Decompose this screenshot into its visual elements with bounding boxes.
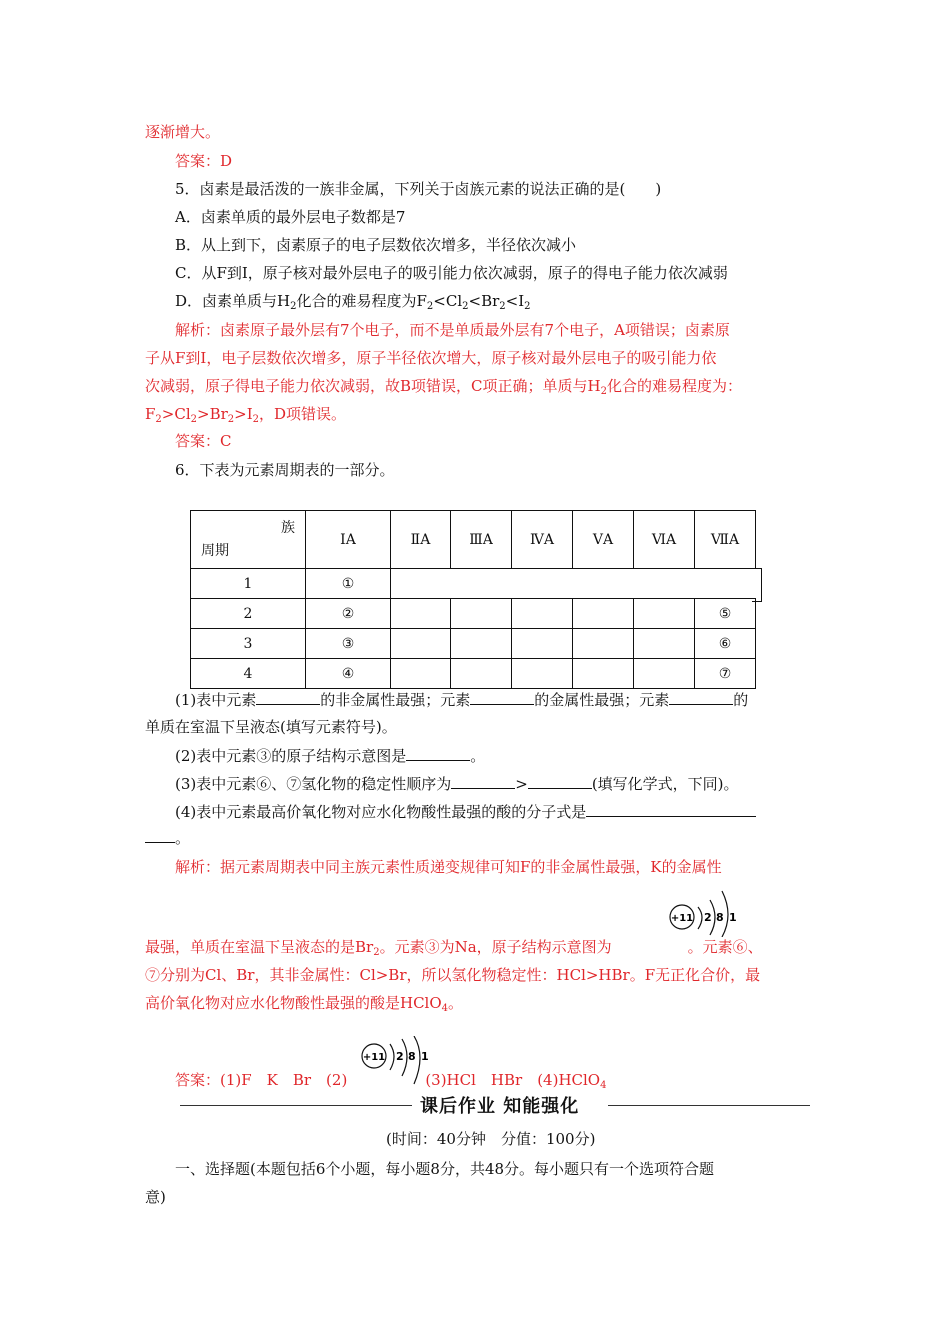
empty-cell (391, 659, 451, 689)
empty-cell (634, 659, 695, 689)
empty-cell (634, 629, 695, 659)
q6-part1-line1: (1)表中元素 的非金属性最强；元素 的金属性最强；元素 的 (175, 691, 749, 709)
part1-heading-1: 一、选择题(本题包括6个小题，每小题8分，共48分。每小题只有一个选项符合题 (175, 1160, 715, 1178)
empty-cell (573, 659, 634, 689)
prev-tail: 逐渐增大。 (145, 123, 221, 141)
q5-option-a: A．卤素单质的最外层电子数都是7 (175, 208, 406, 226)
shell-count: 1 (421, 1050, 429, 1063)
period-label: 1 (191, 569, 306, 599)
q6-stem: 6．下表为元素周期表的一部分。 (175, 461, 395, 479)
q6-explanation-4: 高价氧化物对应水化物酸性最强的酸是HClO$_4$。 (145, 994, 464, 1014)
group-header: ⅠA (306, 511, 391, 569)
empty-cell (512, 599, 573, 629)
group-header: ⅦA (695, 511, 756, 569)
shell-count: 1 (729, 911, 737, 924)
q5-explanation-3: 次减弱，原子得电子能力依次减弱，故B项错误，C项正确；单质与$H_2$化合的难易程度为： (145, 377, 742, 397)
empty-cell (451, 599, 512, 629)
group-header: ⅥA (634, 511, 695, 569)
element-cell: ⑥ (695, 629, 756, 659)
empty-cell (512, 629, 573, 659)
part1-heading-2: 意) (145, 1188, 166, 1206)
table-corner: 族 周期 (191, 511, 306, 569)
element-cell: ① (306, 569, 391, 599)
atom-nucleus: +11 (670, 913, 694, 924)
period-label: 3 (191, 629, 306, 659)
periodic-table (190, 510, 756, 689)
section-title: 课后作业 知能强化 (180, 1092, 810, 1118)
element-cell: ④ (306, 659, 391, 689)
period-label: 4 (191, 659, 306, 689)
element-cell: ③ (306, 629, 391, 659)
empty-cell (391, 569, 756, 599)
shell-count: 8 (716, 911, 724, 924)
q6-answer: 答案：(1)F K Br (2) (3)HCl HBr (4)HClO$_4$ (175, 1071, 607, 1091)
shell-count: 8 (408, 1050, 416, 1063)
q6-part4: (4)表中元素最高价氧化物对应水化物酸性最强的酸的分子式是 (175, 802, 756, 822)
q6-explanation-3: ⑦分别为Cl、Br，其非金属性：Cl>Br，所以氢化物稳定性：HCl>HBr。F无正化合价，最 (145, 966, 761, 984)
q6-explanation-1: 解析：据元素周期表中同主族元素性质递变规律可知F的非金属性最强，K的金属性 (175, 858, 722, 876)
atom-nucleus: +11 (362, 1052, 386, 1063)
q5-answer: 答案：C (175, 432, 232, 450)
q5-explanation-2: 子从F到I，电子层数依次增多，原子半径依次增大，原子核对最外层电子的吸引能力依 (145, 349, 717, 367)
element-cell: ② (306, 599, 391, 629)
period1-overhang (752, 568, 762, 602)
q5-option-c: C．从F到I，原子核对最外层电子的吸引能力依次减弱，原子的得电子能力依次减弱 (175, 264, 728, 282)
q6-part1-line2: 单质在室温下呈液态(填写元素符号)。 (145, 718, 397, 736)
group-header: ⅡA (391, 511, 451, 569)
empty-cell (391, 629, 451, 659)
empty-cell (573, 599, 634, 629)
empty-cell (512, 659, 573, 689)
q5-explanation-4: $F_2>Cl_2>Br_2>I_2$，D项错误。 (145, 405, 347, 425)
element-cell: ⑦ (695, 659, 756, 689)
period-label: 2 (191, 599, 306, 629)
empty-cell (634, 599, 695, 629)
empty-cell (451, 659, 512, 689)
shell-count: 2 (396, 1050, 404, 1063)
empty-cell (573, 629, 634, 659)
empty-cell (451, 629, 512, 659)
q6-part3: (3)表中元素⑥、⑦氢化物的稳定性顺序为 > (填写化学式，下同)。 (175, 775, 739, 793)
atom-diagram (668, 885, 743, 941)
group-header: ⅤA (573, 511, 634, 569)
q6-explanation-2: 最强，单质在室温下呈液态的是$Br_2$。元素③为Na，原子结构示意图为 。元素⑥、 (145, 938, 763, 958)
element-cell: ⑤ (695, 599, 756, 629)
q5-explanation-1: 解析：卤素原子最外层有7个电子，而不是单质最外层有7个电子，A项错误；卤素原 (175, 321, 730, 339)
q6-part4-end: 。 (145, 828, 190, 848)
q6-part2: (2)表中元素③的原子结构示意图是 。 (175, 747, 486, 765)
shell-count: 2 (704, 911, 712, 924)
group-header: ⅢA (451, 511, 512, 569)
group-header: ⅣA (512, 511, 573, 569)
empty-cell (391, 599, 451, 629)
q5-option-d: D．卤素单质与$H_2$化合的难易程度为$F_2<Cl_2<Br_2<I_2$ (175, 292, 531, 312)
section-meta: (时间：40分钟 分值：100分) (386, 1130, 596, 1148)
q5-option-b: B．从上到下，卤素原子的电子层数依次增多，半径依次减小 (175, 236, 577, 254)
q5-stem: 5．卤素是最活泼的一族非金属，下列关于卤族元素的说法正确的是( ) (175, 180, 662, 198)
q4-answer: 答案：D (175, 152, 233, 170)
